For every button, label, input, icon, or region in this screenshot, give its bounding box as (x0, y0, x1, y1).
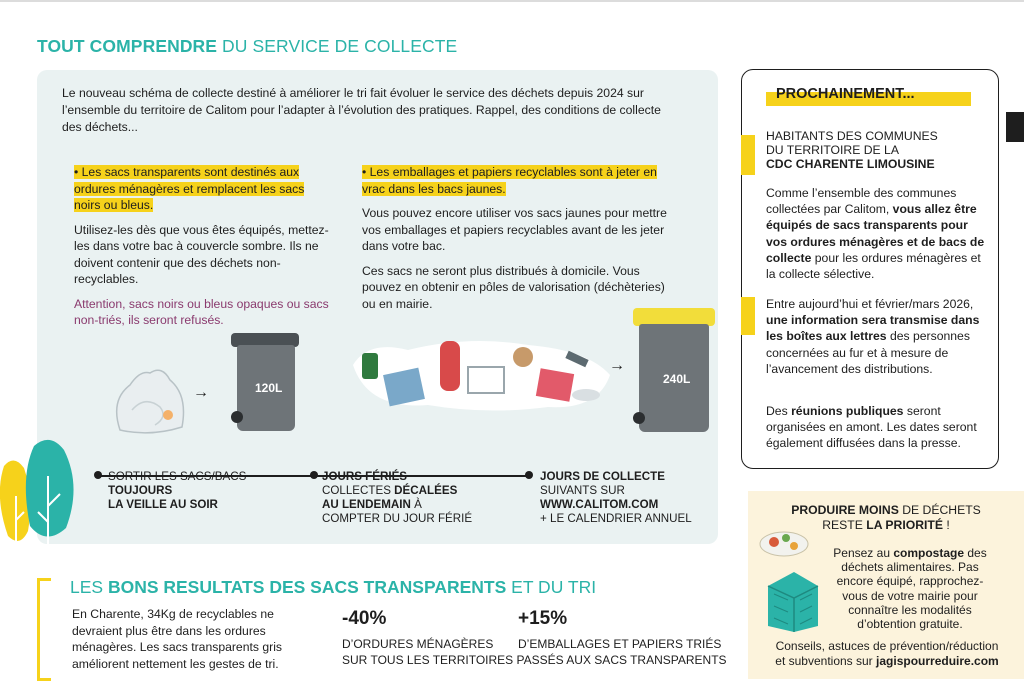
top-divider (0, 0, 1024, 2)
upcoming-information: Entre aujourd’hui et février/mars 2026, une information sera transmise dans les boîtes aux lettres des personnes concernées au fur et à mesure de l’avancement des distributions. (766, 297, 980, 376)
reduce-waste-title: PRODUIRE MOINS DE DÉCHETS RESTE LA PRIORITÉ ! (791, 503, 981, 532)
sidebar-accent-bar (741, 297, 755, 335)
results-title: LES BONS RESULTATS DES SACS TRANSPARENTS ET DU TRI (70, 577, 597, 597)
upcoming-meetings: Des réunions publiques seront organisées en amont. Les dates seront également diffusées dans la presse. (766, 404, 977, 451)
section-title-bold: TOUT COMPRENDRE (37, 36, 218, 56)
recyclables-paragraph-2: Ces sacs ne seront plus distribués à domicile. Vous pouvez en obtenir en pôles de valorisation (déchèteries) ou en mairie. (362, 263, 665, 311)
calitom-website-link[interactable]: WWW.CALITOM.COM (540, 498, 659, 511)
bin-capacity-240: 240L (663, 372, 691, 386)
grey-bin-120l (231, 333, 303, 433)
arrow-right-icon: → (609, 357, 625, 374)
audience-line-1: HABITANTS DES COMMUNES (766, 129, 938, 143)
step-3-text-2: + LE CALENDRIER ANNUEL (540, 512, 692, 525)
clear-bags-paragraph: Utilisez-les dès que vous êtes équipés, mettez-les dans votre bac à couvercle sombre. Ils ne doivent contenir que des déchets non-recyclables. (74, 222, 329, 286)
step-3-text: SUIVANTS SUR (540, 484, 625, 497)
step-1-bold-2: LA VEILLE AU SOIR (108, 498, 218, 511)
timeline-dot (525, 471, 533, 479)
timeline-step-put-out (108, 470, 298, 512)
timeline-dot (94, 471, 102, 479)
stat-sorted-packaging-value: +15% (518, 608, 568, 629)
compost-bin-illustration (754, 528, 826, 634)
recyclables-column (362, 164, 667, 320)
timeline-step-collection-days (540, 470, 710, 526)
compost-advice: Pensez au compostage des déchets alimentaires. Pas encore équipé, rapprochez-vous de votre mairie pour connaître les modalités d’obtention gratuite. (833, 546, 987, 632)
section-title-rest: DU SERVICE DE COLLECTE (217, 36, 458, 56)
recyclables-highlight: • Les emballages et papiers recyclables sont à jeter en vrac dans les bacs jaunes. (362, 165, 657, 196)
bin-wheel (633, 412, 645, 424)
step-2-text-2: À (410, 498, 422, 511)
section-title (37, 36, 457, 57)
step-3-title: JOURS DE COLLECTE (540, 470, 665, 483)
step-2-title: JOURS FÉRIÉS (322, 470, 408, 483)
bin-capacity-120: 120L (255, 381, 283, 395)
step-2-text-3: COMPTER DU JOUR FÉRIÉ (322, 512, 473, 525)
step-1-line-1: SORTIR LES SACS/BACS (108, 470, 247, 483)
clear-bags-highlight: • Les sacs transparents sont destinés aux ordures ménagères et remplacent les sacs noirs ou bleus. (74, 165, 305, 212)
bin-wheel (231, 411, 243, 423)
upcoming-title: PROCHAINEMENT... (776, 86, 915, 102)
step-2-bold: DÉCALÉES (394, 484, 458, 497)
step-2-text: COLLECTES (322, 484, 395, 497)
step-1-bold-1: TOUJOURS (108, 484, 173, 497)
intro-paragraph: Le nouveau schéma de collecte destiné à améliorer le tri fait évoluer le service des déchets depuis 2024 sur l’ensemble du territoire de Calitom pour l’adapter à l’évolution des pratiques. Rappel, des conditions de collecte des déchets... (62, 86, 661, 134)
clear-bags-column (74, 164, 330, 337)
timeline-dot (310, 471, 318, 479)
audience-cdc: CDC CHARENTE LIMOUSINE (766, 157, 935, 171)
stat-household-waste-label: D’ORDURES MÉNAGÈRES (342, 637, 494, 651)
recyclables-illustration (348, 335, 616, 415)
clear-bag-illustration (110, 355, 190, 435)
jagispourreduire-link[interactable]: jagispourreduire.com (876, 653, 999, 668)
arrow-right-icon: → (193, 384, 209, 401)
stats-footnote: SUR TOUS LES TERRITOIRES PASSÉS AUX SACS TRANSPARENTS (342, 653, 727, 667)
stat-household-waste-value: -40% (342, 608, 387, 629)
edge-marker (1006, 112, 1024, 142)
recyclables-paragraph-1: Vous pouvez encore utiliser vos sacs jaunes pour mettre vos emballages et papiers recyclables avant de les jeter dans votre bac. (362, 206, 667, 253)
upcoming-audience (766, 129, 988, 171)
results-bracket (37, 578, 51, 681)
step-2-bold-2: AU LENDEMAIN (322, 498, 411, 511)
results-paragraph: En Charente, 34Kg de recyclables ne devraient plus être dans les ordures ménagères. Les sacs transparents gris améliorent nettement les gestes de tri. (72, 607, 282, 671)
stat-sorted-packaging-label: D’EMBALLAGES ET PAPIERS TRIÉS (518, 637, 722, 651)
clear-bags-warning: Attention, sacs noirs ou bleus opaques ou sacs non-triés, ils seront refusés. (74, 296, 329, 327)
audience-line-2: DU TERRITOIRE DE LA (766, 143, 899, 157)
sidebar-accent-bar (741, 135, 755, 175)
timeline-step-holidays (322, 470, 522, 526)
yellow-bin-240l (633, 308, 717, 434)
upcoming-equipment: Comme l’ensemble des communes collectées par Calitom, vous allez être équipés de sacs transparents pour vos ordures ménagères et de bacs de collecte pour les ordures ménagères et la collecte sélective. (766, 186, 985, 282)
reduce-waste-footer: Conseils, astuces de prévention/réduction et subventions sur jagispourreduire.com (775, 639, 999, 668)
trees-decoration (0, 436, 86, 548)
